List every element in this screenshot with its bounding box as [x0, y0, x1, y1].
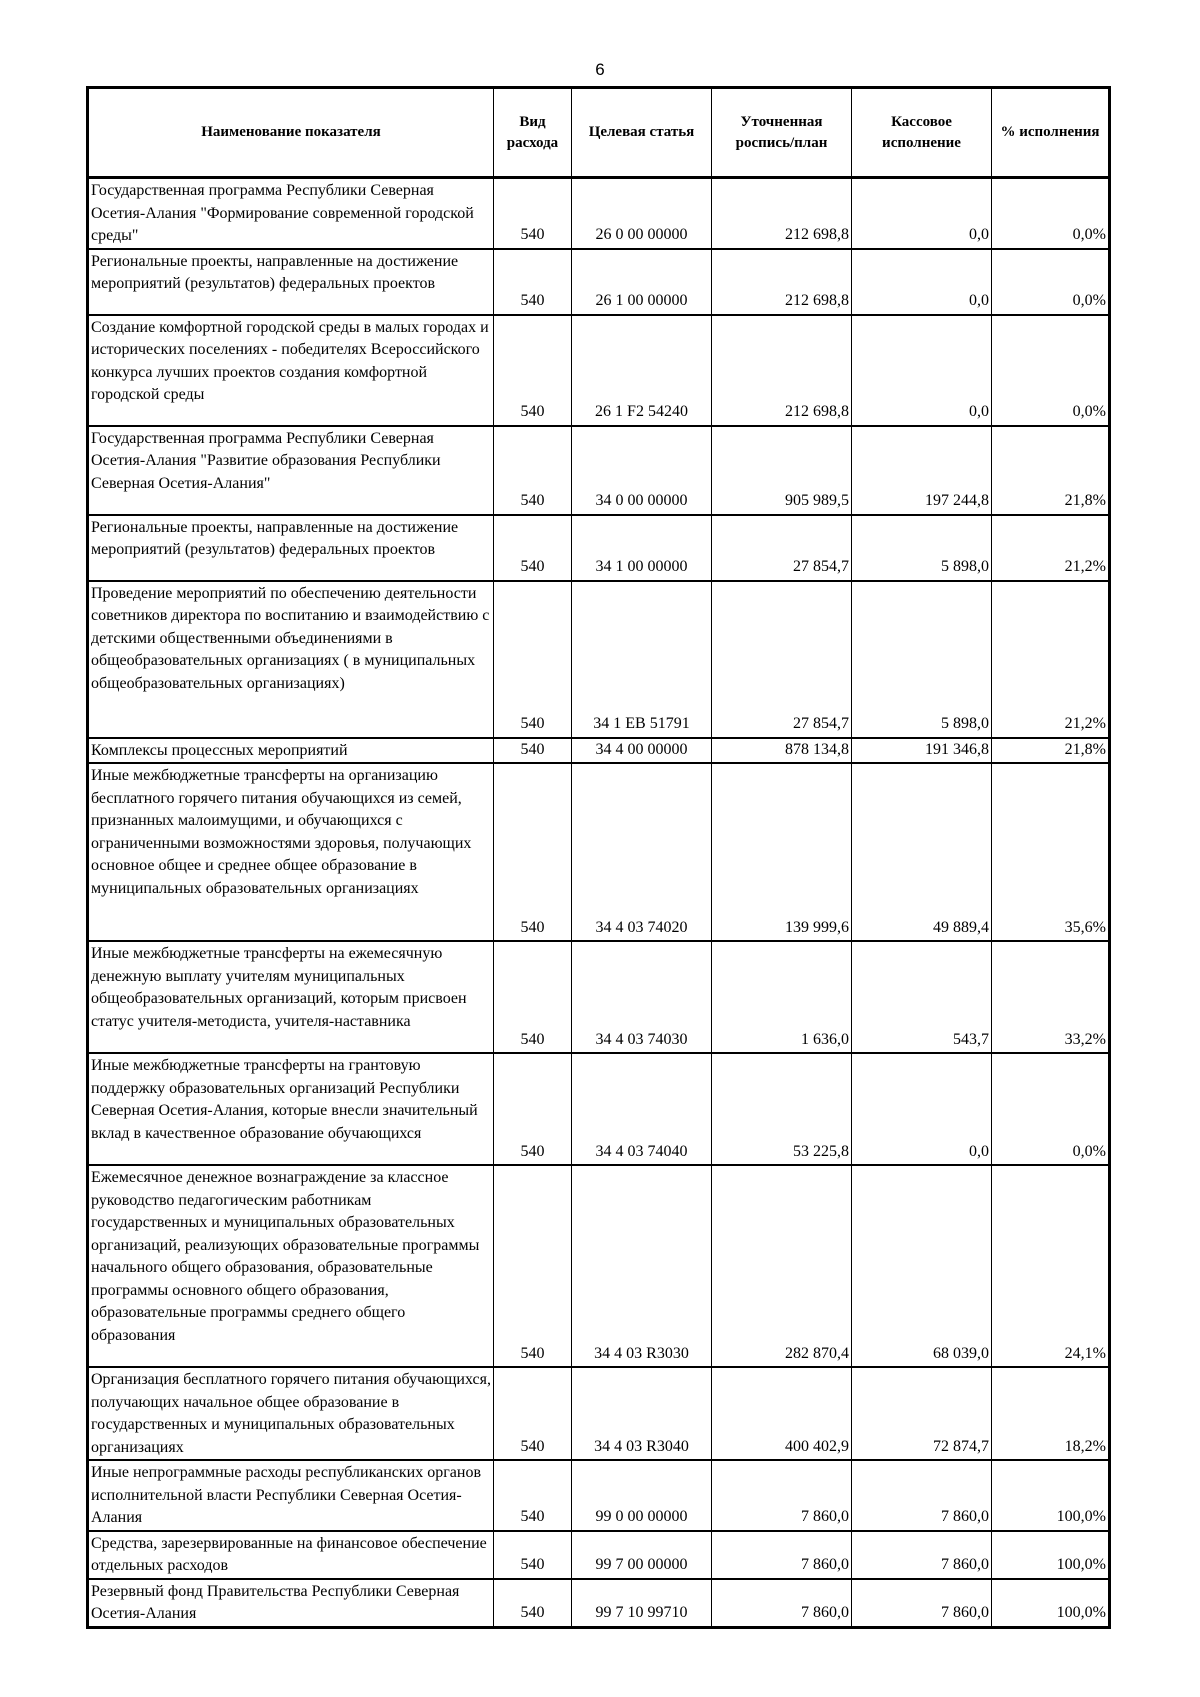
row-execution-percent: 18,2% — [992, 1367, 1110, 1460]
row-expense-type: 540 — [494, 738, 572, 764]
row-plan: 7 860,0 — [712, 1579, 852, 1628]
row-cash-execution: 543,7 — [852, 941, 992, 1053]
row-expense-type: 540 — [494, 763, 572, 941]
row-expense-type: 540 — [494, 178, 572, 249]
row-target-article: 34 4 03 74030 — [572, 941, 712, 1053]
row-expense-type: 540 — [494, 1165, 572, 1367]
row-cash-execution: 0,0 — [852, 1053, 992, 1165]
row-execution-percent: 35,6% — [992, 763, 1110, 941]
header-execution-percent: % исполнения — [992, 88, 1110, 178]
row-plan: 400 402,9 — [712, 1367, 852, 1460]
table-row — [88, 763, 1110, 941]
row-cash-execution: 0,0 — [852, 249, 992, 315]
row-name: Государственная программа Республики Северная Осетия-Алания "Формирование современной городской среды" — [88, 178, 494, 249]
table-row — [88, 515, 1110, 581]
row-execution-percent: 0,0% — [992, 1053, 1110, 1165]
page-number: 6 — [595, 60, 605, 79]
row-execution-percent: 100,0% — [992, 1531, 1110, 1579]
row-target-article: 34 1 00 00000 — [572, 515, 712, 581]
row-name: Резервный фонд Правительства Республики Северная Осетия-Алания — [88, 1579, 494, 1628]
table-row — [88, 426, 1110, 515]
row-cash-execution: 7 860,0 — [852, 1579, 992, 1628]
row-cash-execution: 7 860,0 — [852, 1531, 992, 1579]
row-cash-execution: 5 898,0 — [852, 581, 992, 738]
row-execution-percent: 21,2% — [992, 515, 1110, 581]
row-name: Ежемесячное денежное вознаграждение за классное руководство педагогическим работникам государственных и муниципальных образовательных организаций, реализующих образовательные программы начального общего образования, образовательные программы основного общего образования, образовательные программы среднего общего образования — [88, 1165, 494, 1367]
table-row — [88, 1165, 1110, 1367]
budget-execution-table — [86, 86, 1111, 1629]
row-name: Иные межбюджетные трансферты на организацию бесплатного горячего питания обучающихся из семей, признанных малоимущими, и обучающихся с ограниченными возможностями здоровья, получающих основное общее и среднее общее образование в муниципальных образовательных организациях — [88, 763, 494, 941]
row-cash-execution: 49 889,4 — [852, 763, 992, 941]
row-name: Иные непрограммные расходы республиканских органов исполнительной власти Республики Северная Осетия-Алания — [88, 1460, 494, 1531]
row-name: Средства, зарезервированные на финансовое обеспечение отдельных расходов — [88, 1531, 494, 1579]
row-expense-type: 540 — [494, 426, 572, 515]
header-plan: Уточненная роспись/план — [712, 88, 852, 178]
row-expense-type: 540 — [494, 1367, 572, 1460]
row-plan: 139 999,6 — [712, 763, 852, 941]
row-target-article: 34 4 00 00000 — [572, 738, 712, 764]
table-row — [88, 581, 1110, 738]
row-execution-percent: 21,2% — [992, 581, 1110, 738]
row-execution-percent: 100,0% — [992, 1579, 1110, 1628]
row-target-article: 34 4 03 74040 — [572, 1053, 712, 1165]
row-expense-type: 540 — [494, 315, 572, 426]
row-cash-execution: 0,0 — [852, 315, 992, 426]
row-name: Региональные проекты, направленные на достижение мероприятий (результатов) федеральных проектов — [88, 249, 494, 315]
row-plan: 905 989,5 — [712, 426, 852, 515]
row-name: Комплексы процессных мероприятий — [88, 738, 494, 764]
row-target-article: 34 4 03 R3030 — [572, 1165, 712, 1367]
row-cash-execution: 5 898,0 — [852, 515, 992, 581]
row-cash-execution: 7 860,0 — [852, 1460, 992, 1531]
table-row — [88, 315, 1110, 426]
row-plan: 7 860,0 — [712, 1531, 852, 1579]
table-row — [88, 738, 1110, 764]
table-row — [88, 1579, 1110, 1628]
row-target-article: 99 7 00 00000 — [572, 1531, 712, 1579]
row-plan: 878 134,8 — [712, 738, 852, 764]
table-row — [88, 1053, 1110, 1165]
row-cash-execution: 191 346,8 — [852, 738, 992, 764]
row-cash-execution: 68 039,0 — [852, 1165, 992, 1367]
row-name: Региональные проекты, направленные на достижение мероприятий (результатов) федеральных проектов — [88, 515, 494, 581]
row-cash-execution: 0,0 — [852, 178, 992, 249]
table-row — [88, 1460, 1110, 1531]
row-plan: 7 860,0 — [712, 1460, 852, 1531]
row-name: Организация бесплатного горячего питания обучающихся, получающих начальное общее образование в государственных и муниципальных образовательных организациях — [88, 1367, 494, 1460]
row-target-article: 99 7 10 99710 — [572, 1579, 712, 1628]
row-expense-type: 540 — [494, 515, 572, 581]
row-expense-type: 540 — [494, 581, 572, 738]
row-target-article: 26 1 00 00000 — [572, 249, 712, 315]
row-execution-percent: 0,0% — [992, 315, 1110, 426]
row-execution-percent: 21,8% — [992, 426, 1110, 515]
row-cash-execution: 72 874,7 — [852, 1367, 992, 1460]
row-name: Проведение мероприятий по обеспечению деятельности советников директора по воспитанию и взаимодействию с детскими общественными объединениями в общеобразовательных организациях ( в муниципальных общеобразовательных организациях) — [88, 581, 494, 738]
header-cash-execution: Кассовое исполнение — [852, 88, 992, 178]
row-expense-type: 540 — [494, 1053, 572, 1165]
header-expense-type: Вид расхода — [494, 88, 572, 178]
row-expense-type: 540 — [494, 1460, 572, 1531]
row-name: Иные межбюджетные трансферты на ежемесячную денежную выплату учителям муниципальных общеобразовательных организаций, которым присвоен статус учителя-методиста, учителя-наставника — [88, 941, 494, 1053]
row-name: Государственная программа Республики Северная Осетия-Алания "Развитие образования Республики Северная Осетия-Алания" — [88, 426, 494, 515]
table-header-row — [88, 88, 1110, 178]
row-execution-percent: 0,0% — [992, 249, 1110, 315]
row-expense-type: 540 — [494, 1531, 572, 1579]
row-cash-execution: 197 244,8 — [852, 426, 992, 515]
row-target-article: 99 0 00 00000 — [572, 1460, 712, 1531]
table-row — [88, 1531, 1110, 1579]
header-name: Наименование показателя — [88, 88, 494, 178]
row-target-article: 34 4 03 R3040 — [572, 1367, 712, 1460]
header-target-article: Целевая статья — [572, 88, 712, 178]
table-row — [88, 1367, 1110, 1460]
row-execution-percent: 100,0% — [992, 1460, 1110, 1531]
row-plan: 1 636,0 — [712, 941, 852, 1053]
row-plan: 212 698,8 — [712, 178, 852, 249]
table-row — [88, 941, 1110, 1053]
row-target-article: 26 1 F2 54240 — [572, 315, 712, 426]
row-execution-percent: 33,2% — [992, 941, 1110, 1053]
table-row — [88, 249, 1110, 315]
row-plan: 282 870,4 — [712, 1165, 852, 1367]
row-expense-type: 540 — [494, 941, 572, 1053]
row-target-article: 34 1 EB 51791 — [572, 581, 712, 738]
row-expense-type: 540 — [494, 249, 572, 315]
row-execution-percent: 21,8% — [992, 738, 1110, 764]
row-plan: 212 698,8 — [712, 249, 852, 315]
row-name: Иные межбюджетные трансферты на грантовую поддержку образовательных организаций Республики Северная Осетия-Алания, которые внесли значительный вклад в качественное образование обучающихся — [88, 1053, 494, 1165]
row-plan: 27 854,7 — [712, 515, 852, 581]
row-execution-percent: 24,1% — [992, 1165, 1110, 1367]
table-row — [88, 178, 1110, 249]
row-name: Создание комфортной городской среды в малых городах и исторических поселениях - победителях Всероссийского конкурса лучших проектов создания комфортной городской среды — [88, 315, 494, 426]
row-expense-type: 540 — [494, 1579, 572, 1628]
row-plan: 53 225,8 — [712, 1053, 852, 1165]
row-plan: 212 698,8 — [712, 315, 852, 426]
row-plan: 27 854,7 — [712, 581, 852, 738]
row-target-article: 34 0 00 00000 — [572, 426, 712, 515]
row-execution-percent: 0,0% — [992, 178, 1110, 249]
row-target-article: 34 4 03 74020 — [572, 763, 712, 941]
row-target-article: 26 0 00 00000 — [572, 178, 712, 249]
